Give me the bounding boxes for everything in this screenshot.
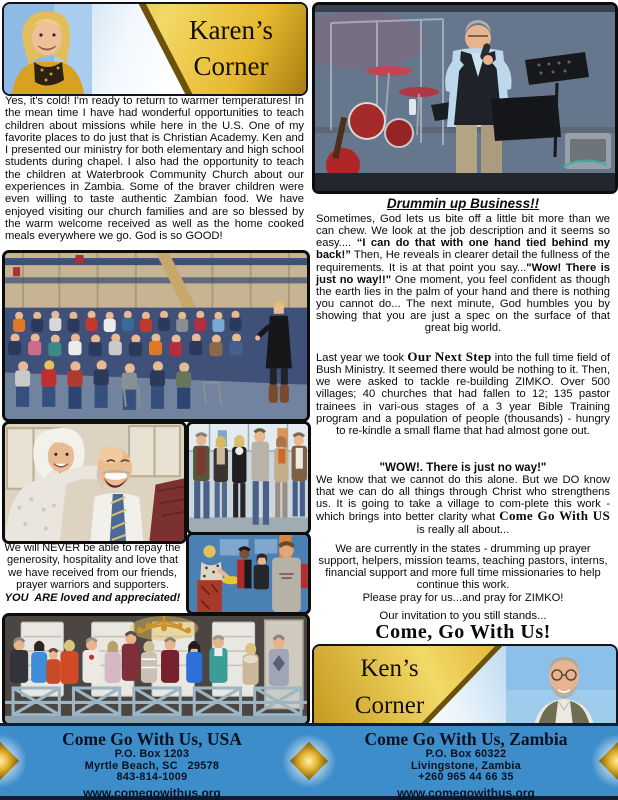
- thank-you-caption: [2, 542, 183, 604]
- photo-serving-food: [186, 532, 311, 615]
- footer-usa-pobox: P.O. Box 1203: [114, 748, 190, 760]
- paragraph-bite-off: Sometimes, God lets us bite off a little bit more than we can chew. We look at the job description and it seems so easy.... “I can do that with one hand tied behind my back!” Then, He reveals in clearer detail the fullness of the requirements. It is at that point you say..."Wow! There is just no way!!" One moment, you feel confident as though the earth lies in the palm of your hand and there is nothing you cannot do... The next minute, God humbles you by showing that you are just a spec on the surface of that great big world.: [316, 213, 611, 335]
- invitation-line: Our invitation to you still stands...: [379, 610, 547, 622]
- photo-audience-gym: [2, 250, 310, 422]
- footer-contact-bar: [0, 723, 618, 800]
- drummin-up-business-heading: Drummin up Business!!: [386, 196, 540, 211]
- paragraph-next-step: Last year we took Our Next Step into the full time field of Bush Ministry. It seemed there would be nothing to it. Then, we were asked to tackle re-building ZIMKO. Over 500 villages; 40 churches that had fallen to 12; 135 pastor trainees in vari-ous stages of a 3 year Bible Training program and a population of people (thousands) - hungry to re-kindle a small flame that had almost gone out.: [316, 349, 610, 437]
- invitation-cta: Come, Go With Us!: [375, 621, 551, 643]
- gold-diamond-right: [589, 732, 618, 790]
- footer-usa: [12, 730, 292, 800]
- caption-text: We will NEVER be able to repay the generosity, hospitality and love that we have received from our friends, prayer warriors and supporters.: [4, 542, 181, 592]
- footer-zambia-pobox: P.O. Box 60322: [425, 748, 507, 760]
- kens-title-line1: Ken’s: [360, 655, 419, 682]
- kens-corner-banner: [312, 644, 618, 730]
- footer-zambia-city: Livingstone, Zambia: [410, 759, 522, 772]
- paragraph-currently-in-states: [316, 543, 610, 604]
- footer-zambia-website-link[interactable]: www.comegowithus.org: [397, 785, 535, 800]
- paragraph-village: We know that we cannot do this alone. But we DO know that we can do all things through Christ who strengthens us. It is going to take a village to com-plete this work - which brings into better clarity what Come Go With US is really all about...: [316, 474, 611, 536]
- photo-friends-group: [186, 421, 311, 535]
- wow-line: "WOW!. There is just no way!": [379, 461, 547, 474]
- currently-text: We are currently in the states - drumming up prayer support, helpers, mission teams, teaching pastors, interns, financial support and more full time missionaries to help continue this work.: [318, 543, 608, 592]
- photo-supporters-group: [2, 613, 310, 726]
- karens-title-line1: Karen’s: [189, 15, 274, 45]
- karens-corner-title: [160, 12, 302, 84]
- photo-ken-headshot: [506, 646, 616, 728]
- caption-emphasis: YOU ARE loved and appreciated!: [4, 591, 181, 604]
- kens-title-line2: Corner: [354, 692, 425, 719]
- footer-usa-phone: 843-814-1009: [116, 771, 188, 784]
- gold-diamond-center: [280, 732, 338, 790]
- gold-diamond-left: [0, 732, 29, 790]
- karens-title-line2: Corner: [193, 51, 269, 81]
- footer-usa-title: Come Go With Us, USA: [62, 729, 242, 749]
- pray-for-us-text: Please pray for us...and pray for ZIMKO!: [362, 591, 564, 604]
- intro-paragraph: Yes, it's cold! I'm ready to return to warmer temperatures! In the mean time I have had wonderful opportunities to teach children about missions while here in the U.S. One of my favorite places to do just that is Christian Academy. Ken and I presented our ministry for both elementary and high school students during chapel. I also had the opportunity to teach the children at Waterbrook Community Church about our experiences in Zambia. Some of the braver children were even willing to taste authentic Zambian food. We have enjoyed visiting our church families and are so blessed by the warm welcome received as well as the home cooked meals everywhere we go. God is so GOOD!: [5, 95, 304, 243]
- footer-zambia: [326, 730, 606, 800]
- footer-zambia-phone: +260 965 44 66 35: [418, 771, 514, 784]
- footer-usa-website-link[interactable]: www.comegowithus.org: [83, 785, 221, 800]
- footer-usa-city: Myrtle Beach, SC 29578: [84, 759, 220, 772]
- photo-ken-preaching: [312, 2, 618, 194]
- footer-zambia-title: Come Go With Us, Zambia: [364, 729, 568, 749]
- photo-elderly-couple: [2, 421, 187, 544]
- kens-corner-title: [323, 650, 456, 724]
- karens-corner-banner: [2, 2, 308, 96]
- photo-karen-headshot: [4, 4, 92, 94]
